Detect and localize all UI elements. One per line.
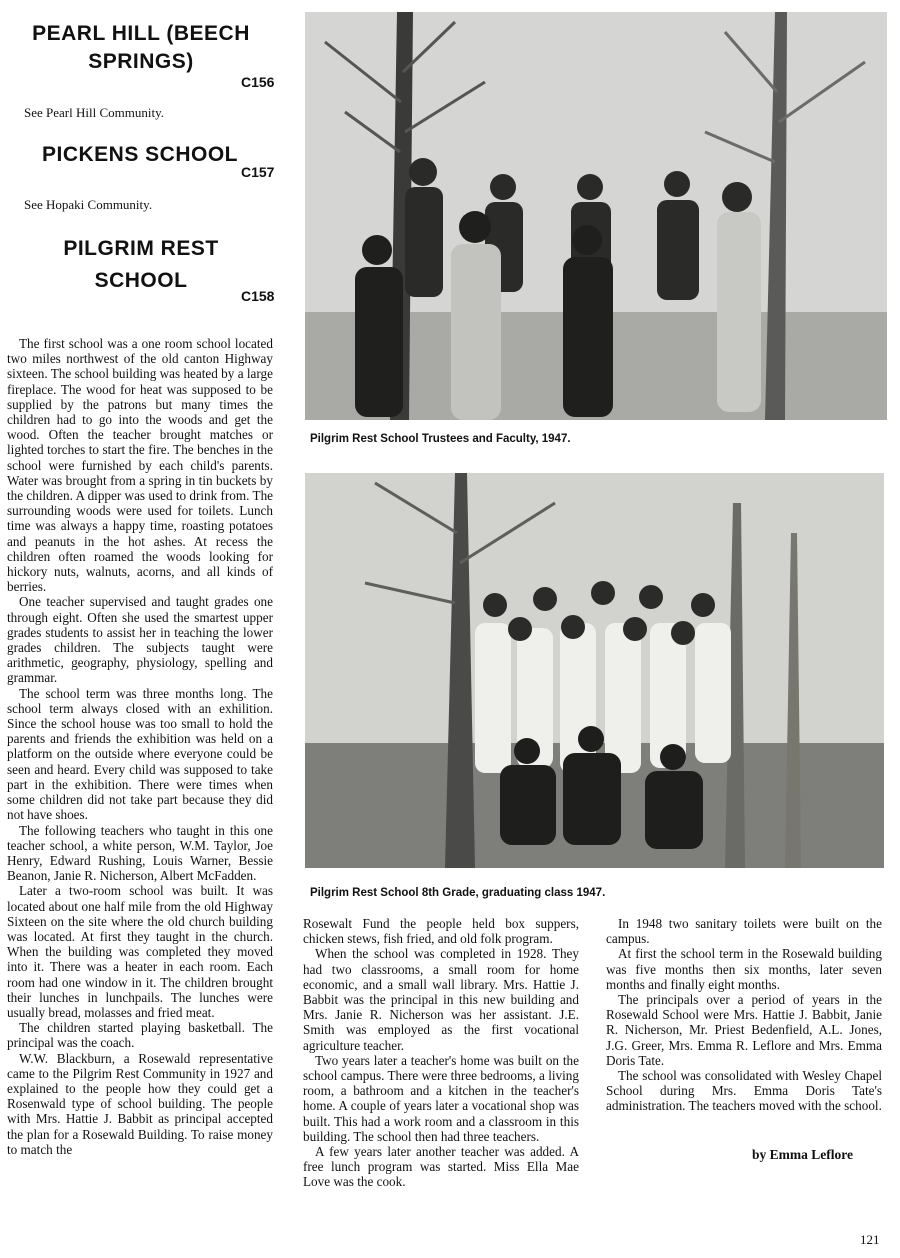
photo-caption: Pilgrim Rest School Trustees and Faculty, 1947.	[310, 433, 571, 445]
paragraph: Rosewalt Fund the people held box suppers, chicken stews, fish fried, and old folk program.	[303, 916, 579, 947]
photo-caption: Pilgrim Rest School 8th Grade, graduating class 1947.	[310, 887, 606, 899]
paragraph: The first school was a one room school located two miles northwest of the old canton Highway sixteen. The school building was heated by a large fireplace. The wood for heat was supposed to be supplied by the patrons but many times the children had to go into the woods and get the wood. Often the teacher brought matches or lighted torches to start the fire. The benches in the school were furnished by each child's parents. Water was brought from a spring in tin buckets by the children. A dipper was used to drink from. The surrounding woods were used for toilets. Lunch time was always a happy time, roasting potatoes and peanuts in the hot ashes. At recess the children often roamed the woods looking for hickory nuts, walnuts, acorns, and all kinds of berries.	[7, 336, 274, 595]
paragraph: Two years later a teacher's home was built on the school campus. There were three bedrooms, a living room, a bathroom and a kitchen in the teacher's home. A couple of years later a vocational shop was built. This had a work room and a classroom in this building. The school then had three teachers.	[303, 1052, 579, 1144]
page-number: 121	[860, 1232, 880, 1247]
photo-trustees-faculty	[305, 12, 887, 420]
section-code: C158	[241, 288, 275, 304]
section-code: C157	[241, 164, 275, 180]
section-title-line: PICKENS SCHOOL	[41, 143, 239, 166]
photo-graduating-class	[305, 473, 884, 868]
column-two-text	[303, 916, 579, 1190]
paragraph: Later a two-room school was built. It was located about one half mile from the old Highway Sixteen on the site where the old church building was located. At first they taught in the church. When the building was completed they moved into it. There was a heater in each room. Each room had one window in it. The children brought their lunches in lunchpails. The lunches were usually bread, molasses and fried meat.	[7, 883, 273, 1020]
paragraph: The children started playing basketball. The principal was the coach.	[7, 1020, 273, 1051]
section-code: C156	[241, 74, 275, 90]
section-title-line: SCHOOL	[94, 269, 188, 292]
paragraph: When the school was completed in 1928. They had two classrooms, a small room for home economic, and a small wall library. Mrs. Hattie J. Babbit was the principal in this new building and Mrs. Janie R. Nicherson was her assistant. J.E. Smith was employed as the first vocational agriculture teacher.	[303, 946, 579, 1053]
section-title-pickens	[20, 142, 260, 168]
paragraph: In 1948 two sanitary toilets were built on the campus.	[606, 916, 882, 947]
paragraph: The school term was three months long. The school term always closed with an exhilition. Since the school house was too small to hold the parents and friends the exhibition was held on a platform on the outside where everyone could be seen and heard. Every child was supposed to take part in the exhibition. There were times when some children did not take part because they did not have shoes.	[7, 685, 273, 823]
photo-trustees-illustration	[305, 12, 887, 420]
paragraph: A few years later another teacher was added. A free lunch program was started. Miss Ella Mae Love was the cook.	[303, 1144, 579, 1190]
paragraph: At first the school term in the Rosewald building was five months then six months, later seven months and finally eight months.	[606, 946, 882, 992]
section-title-line: PEARL HILL (BEECH	[32, 22, 250, 45]
column-one-text	[7, 336, 273, 1157]
section-title-line: PILGRIM REST	[63, 237, 219, 260]
photo-graduating-illustration	[305, 473, 884, 868]
paragraph: The following teachers who taught in this one teacher school, a white person, W.M. Taylor, Joe Henry, Edward Rushing, Louis Warner, Bessie Beanon, Janie R. Nicherson, Albert McFadden.	[7, 822, 273, 884]
section-title-line: SPRINGS)	[88, 50, 194, 73]
paragraph: The school was consolidated with Wesley Chapel School during Mrs. Emma Doris Tate's administration. The teachers moved with the school.	[606, 1068, 882, 1114]
paragraph: The principals over a period of years in the Rosewald School were Mrs. Hattie J. Babbit, Janie R. Nicherson, Mr. Priest Bedenfield, A.L. Jones, J.G. Greer, Mrs. Emma R. Leflore and Mrs. Emma Doris Tate.	[606, 992, 882, 1068]
paragraph: One teacher supervised and taught grades one through eight. Often she used the smartest upper grades students to assist her in teaching the lower grades children. The subjects taught were arithmetic, geography, physiology, spelling and grammar.	[7, 594, 273, 686]
section-title-pilgrim-rest	[10, 233, 272, 297]
see-reference: See Hopaki Community.	[24, 197, 153, 212]
column-three-text	[606, 916, 882, 1114]
author-byline: by Emma Leflore	[752, 1147, 853, 1162]
section-title-pearl-hill	[10, 20, 272, 76]
paragraph: W.W. Blackburn, a Rosewald representative came to the Pilgrim Rest Community in 1927 and explained to the people how they could get a Rosenwald type of school building. The people with Mrs. Hattie J. Babbit as principal accepted the plan for a Rosewald Building. To raise money to match the	[7, 1050, 273, 1157]
see-reference: See Pearl Hill Community.	[24, 105, 164, 120]
